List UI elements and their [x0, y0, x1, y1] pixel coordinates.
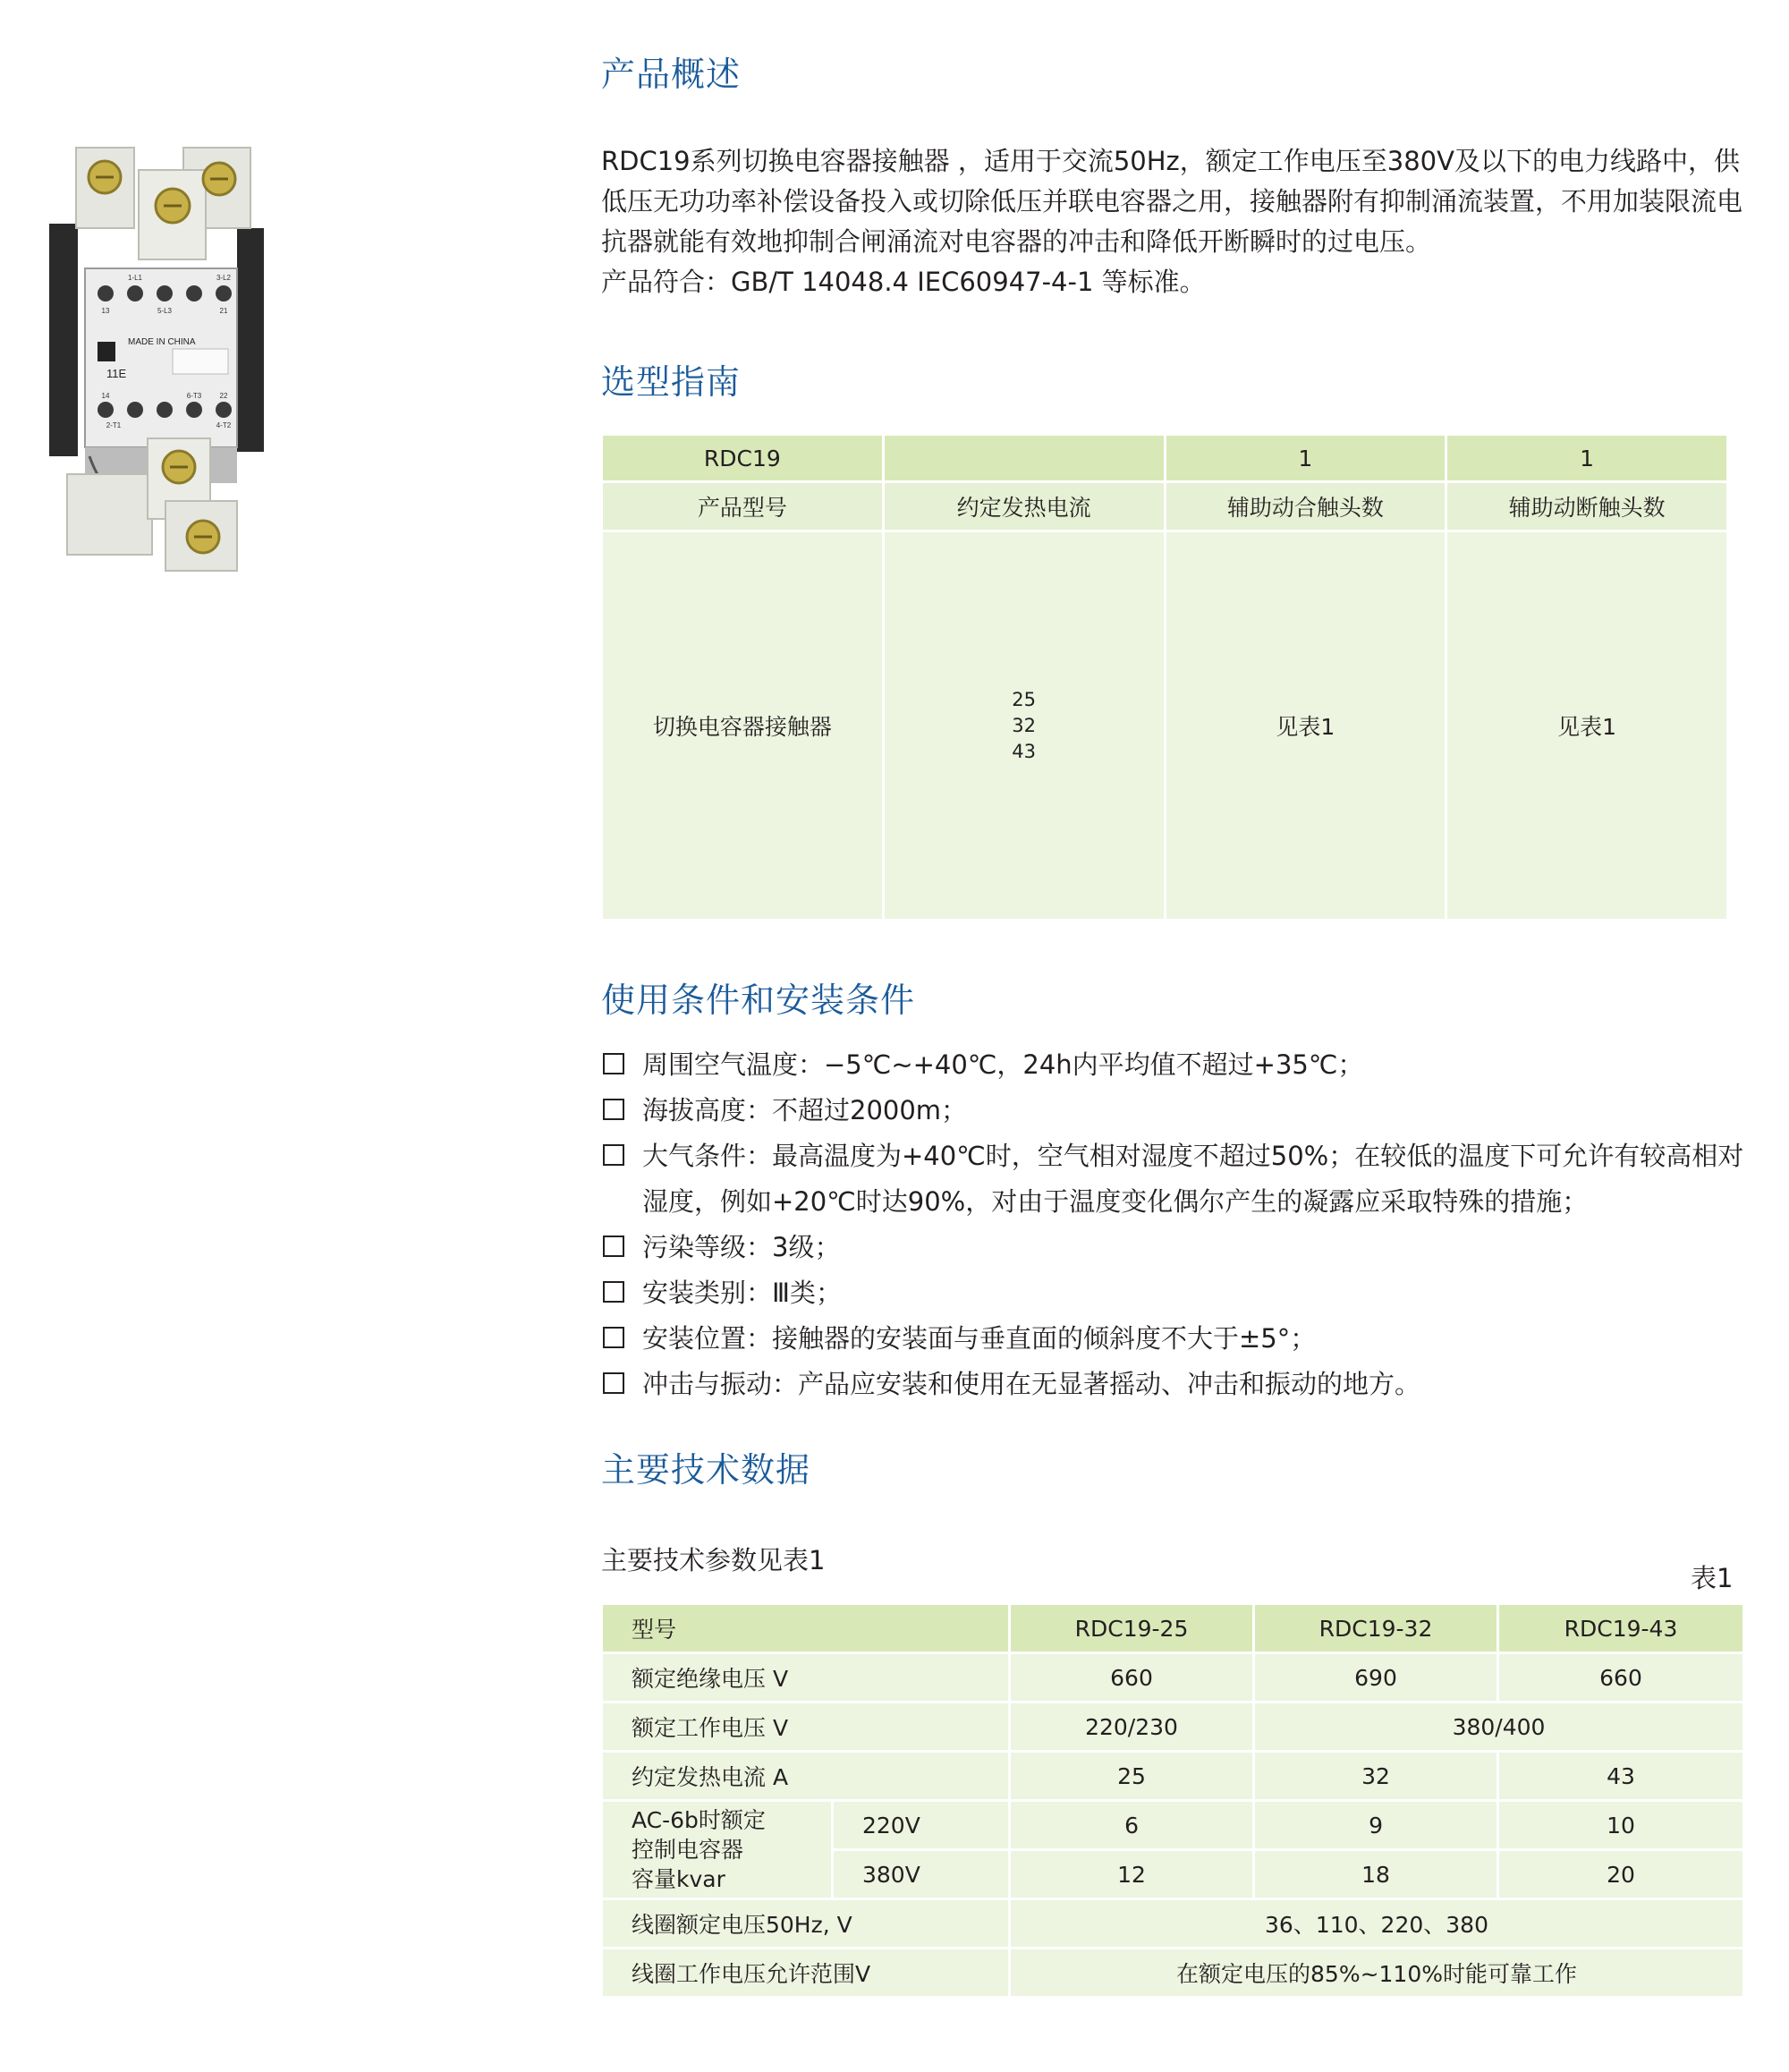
- terminal-label: 14: [101, 392, 110, 400]
- table-row: [603, 1900, 1742, 1947]
- table-cell: RDC19: [603, 436, 882, 480]
- table-cell: 32: [1255, 1753, 1496, 1799]
- table-cell: 约定发热电流 A: [603, 1753, 1008, 1799]
- condition-text: 污染等级：3级；: [642, 1232, 841, 1262]
- table-cell: 额定绝缘电压 V: [603, 1654, 1008, 1701]
- checkbox-icon: [603, 1372, 624, 1394]
- table-cell: 660: [1499, 1654, 1742, 1701]
- checkbox-icon: [603, 1144, 624, 1166]
- table-row: [603, 1949, 1742, 1996]
- table-row: [603, 1654, 1742, 1701]
- table-cell: 690: [1255, 1654, 1496, 1701]
- tech-table: [600, 1602, 1745, 1999]
- condition-text: 安装类别：Ⅲ类；: [642, 1278, 842, 1308]
- table-cell: 18: [1255, 1851, 1496, 1898]
- table-cell: RDC19-43: [1499, 1605, 1742, 1652]
- condition-text: 大气条件：最高温度为+40℃时，空气相对湿度不超过50%；在较低的温度下可允许有较高相对湿度，例如+20℃时达90%，对由于温度变化偶尔产生的凝露应采取特殊的措施；: [642, 1141, 1744, 1217]
- table-cell: 43: [1499, 1753, 1742, 1799]
- table-cell: 额定工作电压 V: [603, 1703, 1008, 1750]
- current-values-cell: [885, 532, 1164, 919]
- list-item: [601, 1362, 1764, 1407]
- table-cell: 产品型号: [603, 483, 882, 530]
- table-row: [603, 1703, 1742, 1750]
- product-model-mark: 11E: [106, 367, 127, 380]
- current-value: 25: [1012, 688, 1036, 710]
- table-cell: 型号: [603, 1605, 1008, 1652]
- terminal-label: 21: [219, 307, 228, 315]
- list-item: [601, 1225, 1764, 1270]
- condition-text: 海拔高度：不超过2000m；: [642, 1095, 968, 1125]
- selection-row-code: [603, 436, 1726, 480]
- terminal-label: 22: [219, 392, 228, 400]
- table-cell: 9: [1255, 1802, 1496, 1848]
- selection-table: [600, 433, 1729, 921]
- current-value: 43: [1012, 740, 1036, 762]
- table-cell: 在额定电压的85%~110%时能可靠工作: [1011, 1949, 1742, 1996]
- table-row: [603, 1802, 1742, 1848]
- condition-text: 安装位置：接触器的安装面与垂直面的倾斜度不大于±5°；: [642, 1323, 1317, 1354]
- terminal-label: 3-L2: [216, 274, 232, 282]
- section-title-conditions: 使用条件和安装条件: [601, 981, 916, 1020]
- capacity-label-cell: [603, 1802, 831, 1898]
- table-cell: 36、110、220、380: [1011, 1900, 1742, 1947]
- table-cell: 220/230: [1011, 1703, 1252, 1750]
- table-cell: RDC19-25: [1011, 1605, 1252, 1652]
- product-image: [49, 143, 282, 573]
- table-row: [603, 1753, 1742, 1799]
- table-cell: 220V: [834, 1802, 1008, 1848]
- table-cell: 见表1: [1166, 532, 1446, 919]
- table-cell: 20: [1499, 1851, 1742, 1898]
- table-cell: 辅助动合触头数: [1166, 483, 1446, 530]
- product-label-text: MADE IN CHINA: [128, 337, 196, 347]
- selection-row-header: [603, 483, 1726, 530]
- overview-body: [601, 141, 1764, 302]
- section-title-tech: 主要技术数据: [601, 1450, 811, 1490]
- condition-text: 冲击与振动：产品应安装和使用在无显著摇动、冲击和振动的地方。: [642, 1369, 1421, 1399]
- table-cell: 1: [1166, 436, 1446, 480]
- table-cell: 25: [1011, 1753, 1252, 1799]
- terminal-label: 6-T3: [186, 392, 202, 400]
- checkbox-icon: [603, 1327, 624, 1348]
- terminal-label: 13: [101, 307, 110, 315]
- table-row: [603, 1605, 1742, 1652]
- capacity-label-line: 控制电容器: [632, 1837, 744, 1863]
- checkbox-icon: [603, 1236, 624, 1257]
- table-cell: 380V: [834, 1851, 1008, 1898]
- capacity-label-line: 容量kvar: [632, 1866, 725, 1892]
- table-cell: 线圈工作电压允许范围V: [603, 1949, 1008, 1996]
- terminal-label: 1-L1: [127, 274, 143, 282]
- tech-intro: 主要技术参数见表1: [601, 1545, 826, 1575]
- selection-row-body: [603, 532, 1726, 919]
- table-cell: 10: [1499, 1802, 1742, 1848]
- section-title-selection: 选型指南: [601, 362, 742, 402]
- list-item: [601, 1270, 1764, 1316]
- table-cell: 380/400: [1255, 1703, 1742, 1750]
- table-cell: 切换电容器接触器: [603, 532, 882, 919]
- list-item: [601, 1134, 1764, 1225]
- list-item: [601, 1042, 1764, 1088]
- terminal-label: 2-T1: [106, 421, 122, 429]
- table-cell: 6: [1011, 1802, 1252, 1848]
- capacity-label-line: AC-6b时额定: [632, 1807, 766, 1833]
- table-label: 表1: [1691, 1563, 1734, 1593]
- table-cell: [885, 436, 1164, 480]
- table-cell: 见表1: [1447, 532, 1726, 919]
- table-cell: 660: [1011, 1654, 1252, 1701]
- table-cell: 1: [1447, 436, 1726, 480]
- section-title-overview: 产品概述: [601, 55, 742, 94]
- table-cell: 辅助动断触头数: [1447, 483, 1726, 530]
- terminal-label: 5-L3: [157, 307, 173, 315]
- current-value: 32: [1012, 714, 1036, 736]
- terminal-label: 4-T2: [216, 421, 232, 429]
- table-cell: 约定发热电流: [885, 483, 1164, 530]
- checkbox-icon: [603, 1053, 624, 1074]
- table-cell: 线圈额定电压50Hz, V: [603, 1900, 1008, 1947]
- table-cell: 12: [1011, 1851, 1252, 1898]
- overview-standard: 产品符合：GB/T 14048.4 IEC60947-4-1 等标准。: [601, 267, 1206, 297]
- condition-text: 周围空气温度：−5℃~+40℃，24h内平均值不超过+35℃；: [642, 1049, 1364, 1080]
- checkbox-icon: [603, 1099, 624, 1120]
- list-item: [601, 1316, 1764, 1362]
- table-cell: RDC19-32: [1255, 1605, 1496, 1652]
- conditions-list: [601, 1042, 1764, 1407]
- overview-text: RDC19系列切换电容器接触器 ，适用于交流50Hz，额定工作电压至380V及以下的电力线路中，供低压无功功率补偿设备投入或切除低压并联电容器之用，接触器附有抑制涌流装置，不用加装限流电抗器就能有效地抑制合闸涌流对电容器的冲击和降低开断瞬时的过电压。: [601, 146, 1743, 257]
- checkbox-icon: [603, 1281, 624, 1303]
- list-item: [601, 1088, 1764, 1134]
